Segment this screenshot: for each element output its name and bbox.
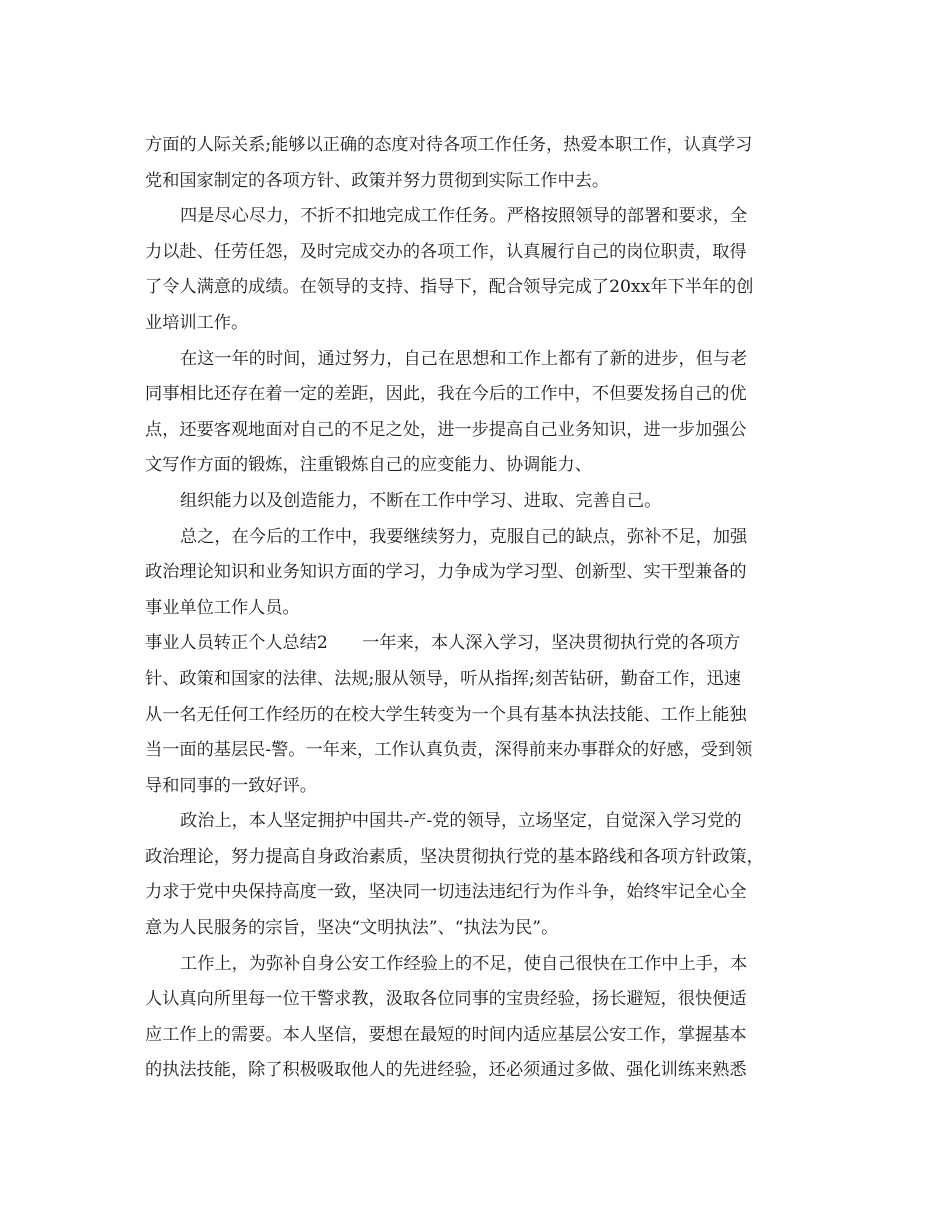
text-line: 业培训工作。 <box>145 312 249 333</box>
text-line: 点，还要客观地面对自己的不足之处，进一步提高自己业务知识，进一步加强公 <box>145 419 747 440</box>
text-line: 四是尽心尽力，不折不扣地完成工作任务。严格按照领导的部署和要求，全 <box>180 206 748 227</box>
text-line: 政治理论，努力提高自身政治素质，坚决贯彻执行党的基本路线和各项方针政策， <box>145 846 764 867</box>
text-line: 方面的人际关系;能够以正确的态度对待各项工作任务，热爱本职工作，认真学习 <box>145 135 753 155</box>
text-line: 工作上，为弥补自身公安工作经验上的不足，使自己很快在工作中上手，本 <box>180 953 748 974</box>
text-line: 政治上，本人坚定拥护中国共-产-党的领导，立场坚定，自觉深入学习党的 <box>180 811 742 832</box>
text-line: 的执法技能，除了积极吸取他人的先进经验，还必须通过多做、强化训练来熟悉 <box>145 1060 747 1081</box>
text-line: 力求于党中央保持高度一致，坚决同一切违法违纪行为作斗争，始终牢记全心全 <box>145 882 747 903</box>
text-line: 事业人员转正个人总结2 一年来，本人深入学习，坚决贯彻执行党的各项方 <box>145 633 741 654</box>
text-line: 组织能力以及创造能力，不断在工作中学习、进取、完善自己。 <box>180 490 662 511</box>
text-line: 针、政策和国家的法律、法规;服从领导，听从指挥;刻苦钻研，勤奋工作，迅速 <box>145 668 741 689</box>
text-line: 当一面的基层民-警。一年来，工作认真负责，深得前来办事群众的好感，受到领 <box>145 740 753 761</box>
text-line: 从一名无任何工作经历的在校大学生转变为一个具有基本执法技能、工作上能独 <box>145 704 747 725</box>
text-line: 政治理论知识和业务知识方面的学习，力争成为学习型、创新型、实干型兼备的 <box>145 562 747 583</box>
text-line: 党和国家制定的各项方针、政策并努力贯彻到实际工作中去。 <box>145 170 610 191</box>
text-line: 总之，在今后的工作中，我要继续努力，克服自己的缺点，弥补不足，加强 <box>180 526 748 547</box>
text-line: 了令人满意的成绩。在领导的支持、指导下，配合领导完成了20xx年下半年的创 <box>145 277 754 298</box>
text-line: 事业单位工作人员。 <box>145 597 300 618</box>
text-line: 意为人民服务的宗旨，坚决“文明执法”、“执法为民”。 <box>145 918 559 939</box>
text-line: 在这一年的时间，通过努力，自己在思想和工作上都有了新的进步，但与老 <box>180 348 748 369</box>
document-body <box>145 128 805 1089</box>
text-line: 同事相比还存在着一定的差距，因此，我在今后的工作中，不但要发扬自己的优 <box>145 384 747 405</box>
text-line: 应工作上的需要。本人坚信，要想在最短的时间内适应基层公安工作，掌握基本 <box>145 1024 747 1045</box>
text-line: 文写作方面的锻炼，注重锻炼自己的应变能力、协调能力、 <box>145 455 592 476</box>
text-line: 导和同事的一致好评。 <box>145 775 317 796</box>
text-line: 力以赴、任劳任怨，及时完成交办的各项工作，认真履行自己的岗位职责，取得 <box>145 241 747 262</box>
text-line: 人认真向所里每一位干警求教，汲取各位同事的宝贵经验，扬长避短，很快便适 <box>145 989 747 1010</box>
